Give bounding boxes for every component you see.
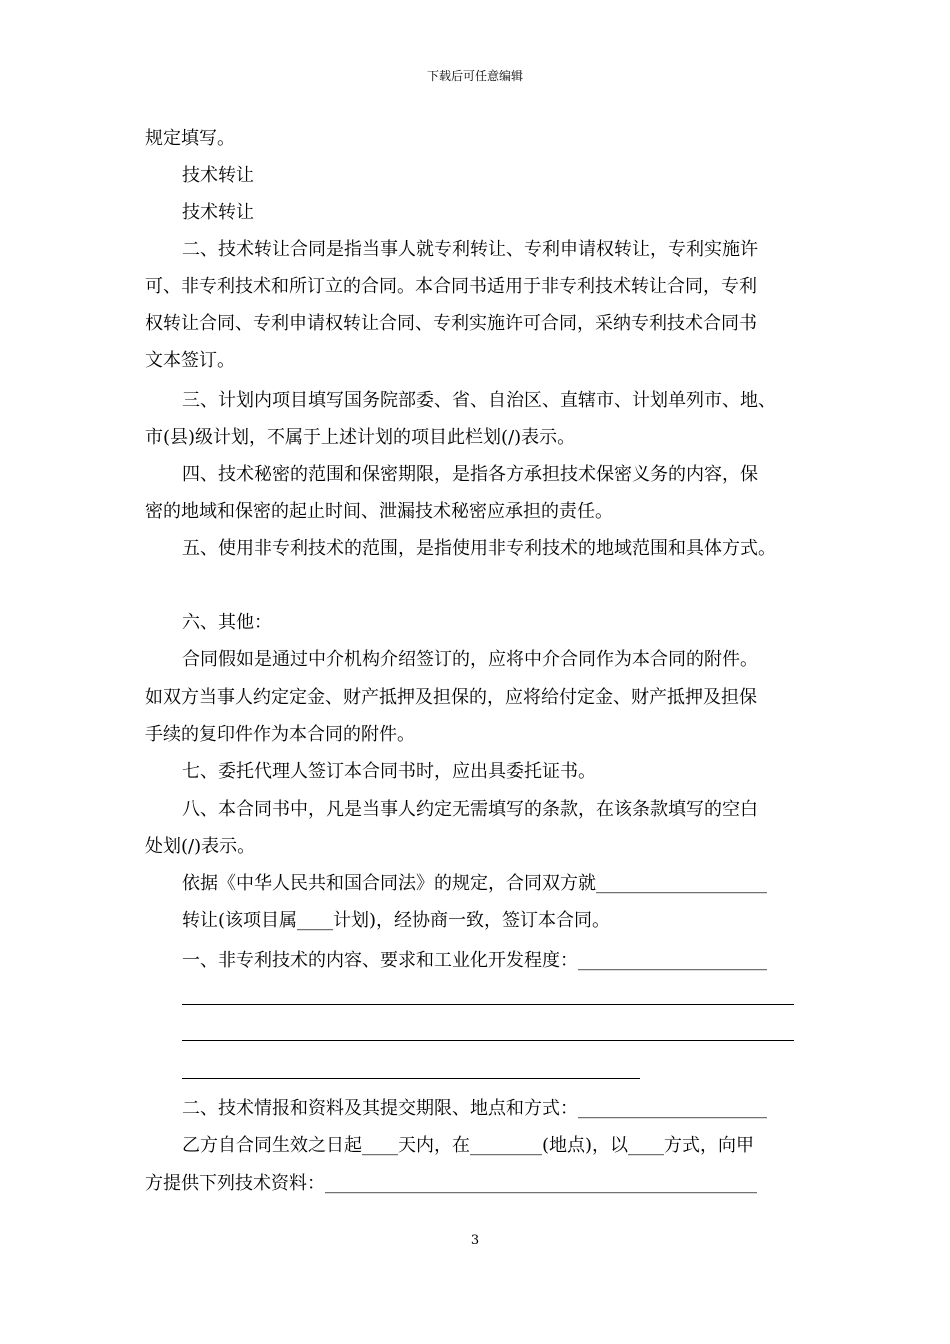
text-line: 七、委托代理人签订本合同书时，应出具委托证书。 — [182, 761, 596, 782]
page-header: 下载后可任意编辑 — [426, 69, 523, 83]
text-line: 技术转让 — [182, 165, 254, 186]
text-line: 规定填写。 — [145, 128, 235, 149]
text-line: 二、技术转让合同是指当事人就专利转让、专利申请权转让，专利实施许 — [182, 239, 758, 260]
text-line: 技术转让 — [182, 202, 254, 223]
text-line: 文本签订。 — [145, 350, 235, 371]
blank-line — [182, 1078, 640, 1079]
text-line: 处划(/)表示。 — [145, 836, 256, 857]
text-line: 手续的复印件作为本合同的附件。 — [145, 724, 415, 745]
blank-line — [182, 1004, 794, 1005]
text-line: 四、技术秘密的范围和保密期限，是指各方承担技术保密义务的内容，保 — [182, 464, 758, 485]
text-line: 一、非专利技术的内容、要求和工业化开发程度：_____________________ — [182, 950, 767, 971]
text-line: 乙方自合同生效之日起____天内，在________(地点)，以____方式，向甲 — [182, 1135, 755, 1156]
text-line: 转让(该项目属____计划)，经协商一致，签订本合同。 — [182, 910, 611, 931]
text-line: 合同假如是通过中介机构介绍签订的，应将中介合同作为本合同的附件。 — [182, 649, 758, 670]
text-line: 密的地域和保密的起止时间、泄漏技术秘密应承担的责任。 — [145, 501, 613, 522]
text-line: 可、非专利技术和所订立的合同。本合同书适用于非专利技术转让合同，专利 — [145, 276, 757, 297]
text-line: 方提供下列技术资料：________________________________________________ — [145, 1173, 757, 1194]
blank-line — [182, 1040, 794, 1041]
text-line: 如双方当事人约定定金、财产抵押及担保的，应将给付定金、财产抵押及担保 — [145, 687, 757, 708]
text-line: 五、使用非专利技术的范围，是指使用非专利技术的地域范围和具体方式。 — [182, 538, 776, 559]
page-number: 3 — [470, 1233, 480, 1248]
text-line: 依据《中华人民共和国合同法》的规定，合同双方就___________________ — [182, 873, 767, 894]
text-line: 权转让合同、专利申请权转让合同、专利实施许可合同，采纳专利技术合同书 — [145, 313, 757, 334]
text-line: 二、技术情报和资料及其提交期限、地点和方式：_____________________ — [182, 1098, 767, 1119]
text-line: 六、其他： — [182, 612, 272, 633]
text-line: 三、计划内项目填写国务院部委、省、自治区、直辖市、计划单列市、地、 — [182, 390, 776, 411]
text-line: 八、本合同书中，凡是当事人约定无需填写的条款，在该条款填写的空白 — [182, 799, 758, 820]
text-line: 市(县)级计划，不属于上述计划的项目此栏划(/)表示。 — [145, 427, 576, 448]
